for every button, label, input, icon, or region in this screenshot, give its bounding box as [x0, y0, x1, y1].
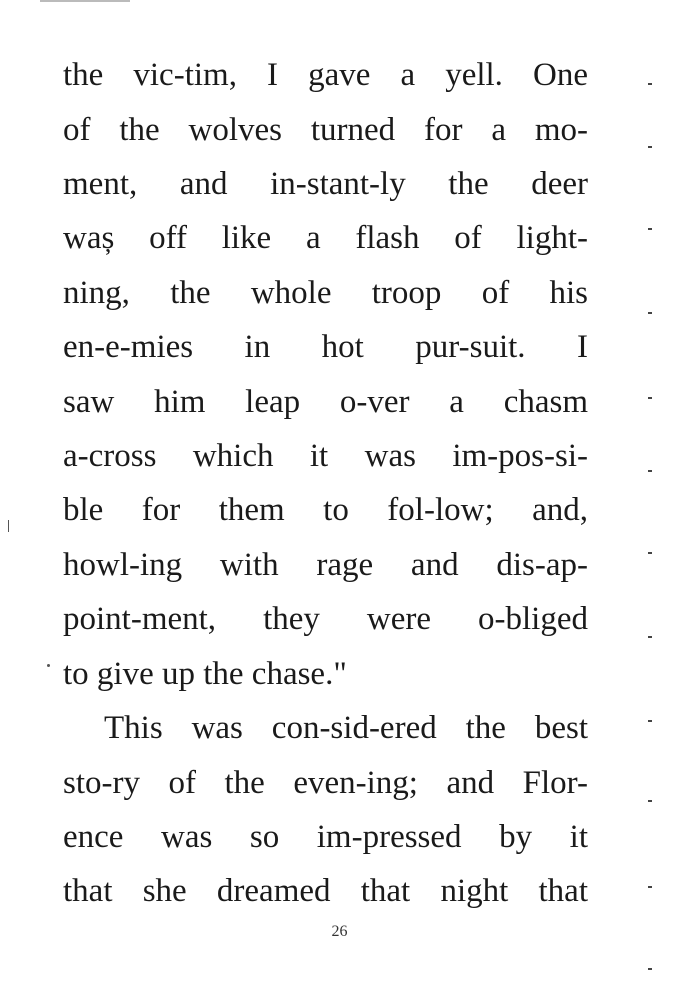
scan-mark [648, 470, 652, 472]
text-line-2: of the wolves turned for a mo- [63, 112, 588, 148]
scan-mark [648, 968, 652, 970]
page-edge-mark [40, 0, 130, 2]
scan-mark [648, 886, 652, 888]
text-line-5: ning, the whole troop of his [63, 275, 588, 311]
scan-mark [648, 636, 652, 638]
text-line-1: the vic-tim, I gave a yell. One [63, 57, 588, 93]
text-line-8: a-cross which it was im-pos-si- [63, 438, 588, 474]
text-line-6: en-e-mies in hot pur-suit. I [63, 329, 588, 365]
scan-mark [648, 312, 652, 314]
text-line-11: point-ment, they were o-bliged [63, 601, 588, 637]
text-line-12: to give up the chase." [63, 656, 347, 692]
scan-mark [648, 800, 652, 802]
text-line-7: saw him leap o-ver a chasm [63, 384, 588, 420]
text-line-13: This was con-sid-ered the best [104, 710, 588, 746]
scan-mark [648, 146, 652, 148]
text-line-9: ble for them to fol-low; and, [63, 492, 588, 528]
text-line-16: that she dreamed that night that [63, 873, 588, 909]
scan-mark [648, 552, 652, 554]
scan-mark [648, 83, 652, 85]
scan-mark [648, 397, 652, 399]
scan-mark [8, 520, 9, 532]
scan-mark [648, 720, 652, 722]
scan-mark [47, 664, 50, 667]
page-number: 26 [331, 923, 348, 940]
text-line-4: waș off like a flash of light- [63, 220, 588, 256]
text-line-15: ence was so im-pressed by it [63, 819, 588, 855]
text-line-14: sto-ry of the even-ing; and Flor- [63, 765, 588, 801]
text-line-10: howl-ing with rage and dis-ap- [63, 547, 588, 583]
text-line-3: ment, and in-stant-ly the deer [63, 166, 588, 202]
scan-mark [648, 228, 652, 230]
